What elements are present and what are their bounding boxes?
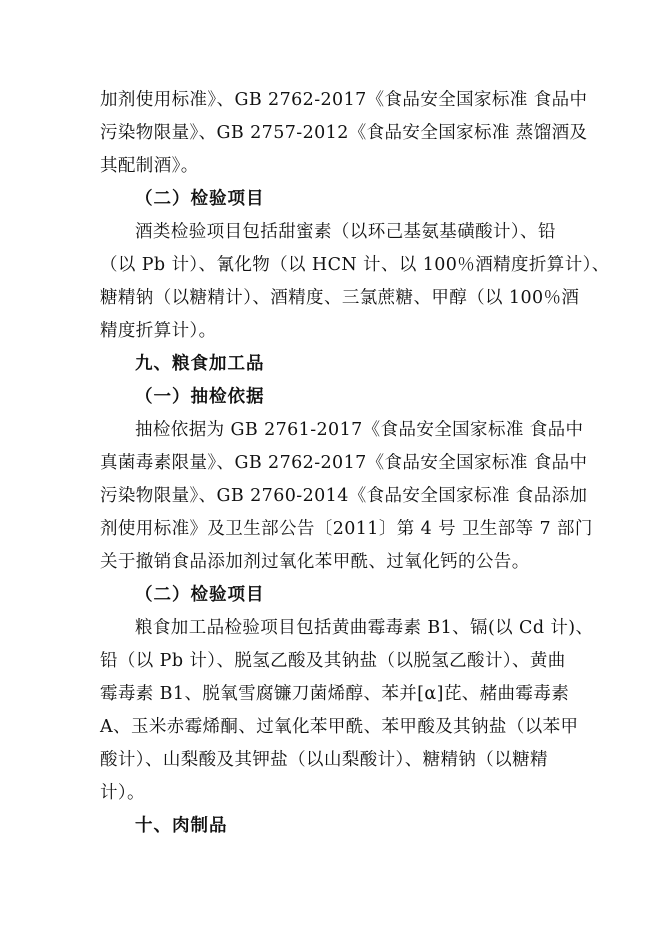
section-heading: 十、肉制品 bbox=[135, 816, 228, 836]
paragraph-line: 加剂使用标准》、GB 2762-2017《食品安全国家标准 食品中 bbox=[100, 90, 588, 110]
paragraph-line: 污染物限量》、GB 2760-2014《食品安全国家标准 食品添加 bbox=[100, 486, 588, 506]
subsection-heading: （一）抽检依据 bbox=[135, 387, 265, 407]
paragraph-line: 粮食加工品检验项目包括黄曲霉毒素 B1、镉(以 Cd 计)、 bbox=[135, 618, 594, 638]
paragraph-line: 铅（以 Pb 计）、脱氢乙酸及其钠盐（以脱氢乙酸计）、黄曲 bbox=[100, 651, 566, 671]
paragraph-line: （以 Pb 计）、氰化物（以 HCN 计、以 100％酒精度折算计）、 bbox=[100, 255, 610, 275]
paragraph-line: 糖精钠（以糖精计）、酒精度、三氯蔗糖、甲醇（以 100％酒 bbox=[100, 288, 580, 308]
paragraph-line: 污染物限量》、GB 2757-2012《食品安全国家标准 蒸馏酒及 bbox=[100, 123, 588, 143]
paragraph-line: 剂使用标准》及卫生部公告〔2011〕第 4 号 卫生部等 7 部门 bbox=[100, 519, 593, 539]
paragraph-line: 其配制酒》。 bbox=[100, 156, 199, 176]
paragraph-line: 真菌毒素限量》、GB 2762-2017《食品安全国家标准 食品中 bbox=[100, 453, 588, 473]
subsection-heading: （二）检验项目 bbox=[135, 189, 265, 209]
paragraph-line: 酒类检验项目包括甜蜜素（以环己基氨基磺酸计）、铅 bbox=[135, 222, 556, 242]
paragraph-line: 霉毒素 B1、脱氧雪腐镰刀菌烯醇、苯并[α]芘、赭曲霉毒素 bbox=[100, 684, 570, 704]
section-heading: 九、粮食加工品 bbox=[135, 354, 265, 374]
subsection-heading: （二）检验项目 bbox=[135, 585, 265, 605]
paragraph-line: 抽检依据为 GB 2761-2017《食品安全国家标准 食品中 bbox=[135, 420, 584, 440]
paragraph-line: 计）。 bbox=[100, 783, 145, 803]
paragraph-line: 精度折算计）。 bbox=[100, 321, 217, 341]
paragraph-line: 关于撤销食品添加剂过氧化苯甲酰、过氧化钙的公告。 bbox=[100, 552, 530, 572]
paragraph-line: A、玉米赤霉烯酮、过氧化苯甲酰、苯甲酸及其钠盐（以苯甲 bbox=[100, 717, 579, 737]
paragraph-line: 酸计）、山梨酸及其钾盐（以山梨酸计）、糖精钠（以糖精 bbox=[100, 750, 548, 770]
